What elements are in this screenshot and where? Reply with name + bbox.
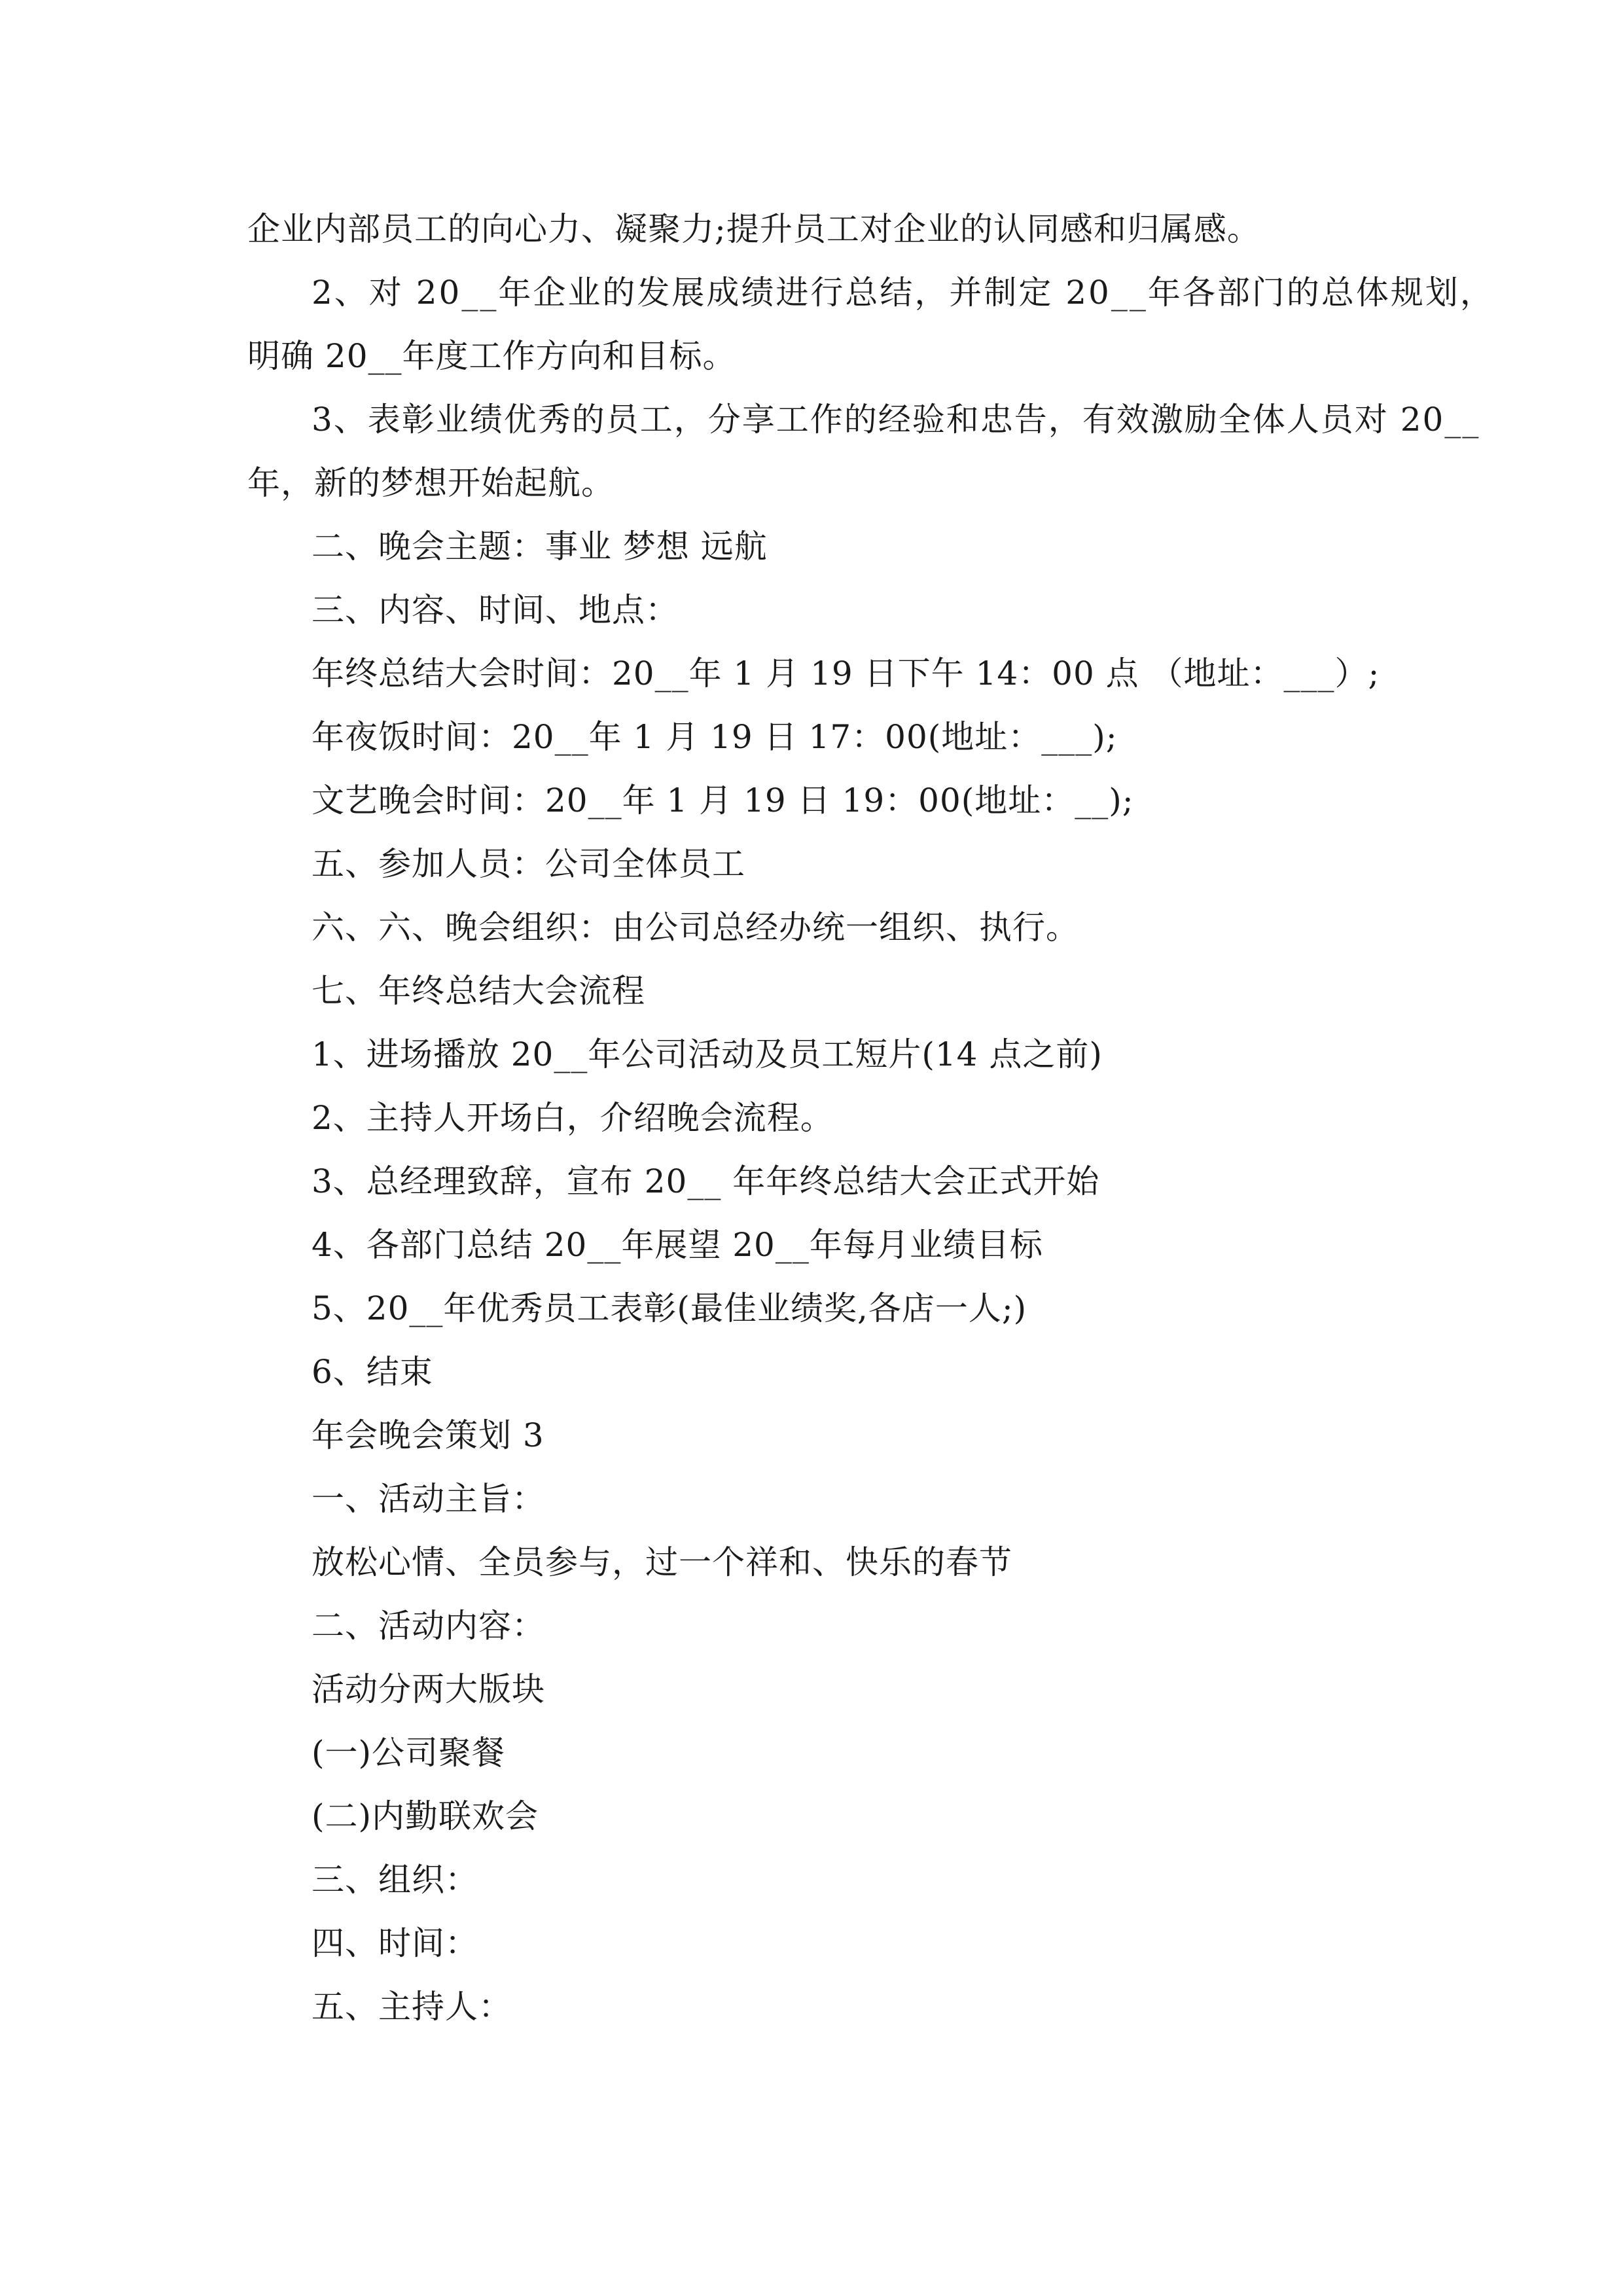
paragraph-line: 企业内部员工的向心力、凝聚力;提升员工对企业的认同感和归属感。 xyxy=(247,210,1260,248)
list-item: (一)公司聚餐 xyxy=(312,1734,506,1772)
section-heading: 一、活动主旨： xyxy=(312,1480,545,1518)
list-item: 1、进场播放 20__年公司活动及员工短片(14 点之前) xyxy=(312,1035,1103,1073)
document-subtitle: 年会晚会策划 3 xyxy=(312,1416,544,1454)
section-heading: 二、活动内容： xyxy=(312,1607,545,1645)
paragraph-line: 3、表彰业绩优秀的员工，分享工作的经验和忠告，有效激励全体人员对 20__ xyxy=(312,401,1480,439)
section-heading: 二、晚会主题：事业 梦想 远航 xyxy=(312,528,768,565)
list-item: (二)内勤联欢会 xyxy=(312,1797,539,1835)
schedule-item: 文艺晚会时间：20__年 1 月 19 日 19：00(地址：__); xyxy=(312,781,1134,819)
paragraph-line: 活动分两大版块 xyxy=(312,1670,545,1708)
section-heading: 三、组织： xyxy=(312,1861,478,1899)
schedule-item: 年终总结大会时间：20__年 1 月 19 日下午 14：00 点 （地址：___）; xyxy=(312,655,1380,692)
list-item: 5、20__年优秀员工表彰(最佳业绩奖,各店一人;) xyxy=(312,1289,1027,1327)
section-heading: 三、内容、时间、地点： xyxy=(312,591,679,629)
list-item: 2、主持人开场白，介绍晚会流程。 xyxy=(312,1099,834,1137)
paragraph-line: 放松心情、全员参与，过一个祥和、快乐的春节 xyxy=(312,1543,1012,1581)
paragraph-line: 明确 20__年度工作方向和目标。 xyxy=(247,337,736,375)
list-item: 3、总经理致辞，宣布 20__ 年年终总结大会正式开始 xyxy=(312,1162,1100,1200)
list-item: 6、结束 xyxy=(312,1353,433,1391)
section-heading: 七、年终总结大会流程 xyxy=(312,972,645,1010)
section-heading: 五、参加人员：公司全体员工 xyxy=(312,845,745,883)
paragraph-line: 年，新的梦想开始起航。 xyxy=(247,464,615,502)
schedule-item: 年夜饭时间：20__年 1 月 19 日 17：00(地址：___); xyxy=(312,718,1118,756)
section-heading: 四、时间： xyxy=(312,1924,478,1962)
paragraph-line: 2、对 20__年企业的发展成绩进行总结，并制定 20__年各部门的总体规划， xyxy=(312,274,1495,312)
list-item: 4、各部门总结 20__年展望 20__年每月业绩目标 xyxy=(312,1226,1043,1264)
section-heading: 五、主持人： xyxy=(312,1988,512,2026)
section-heading: 六、六、晚会组织：由公司总经办统一组织、执行。 xyxy=(312,908,1079,946)
